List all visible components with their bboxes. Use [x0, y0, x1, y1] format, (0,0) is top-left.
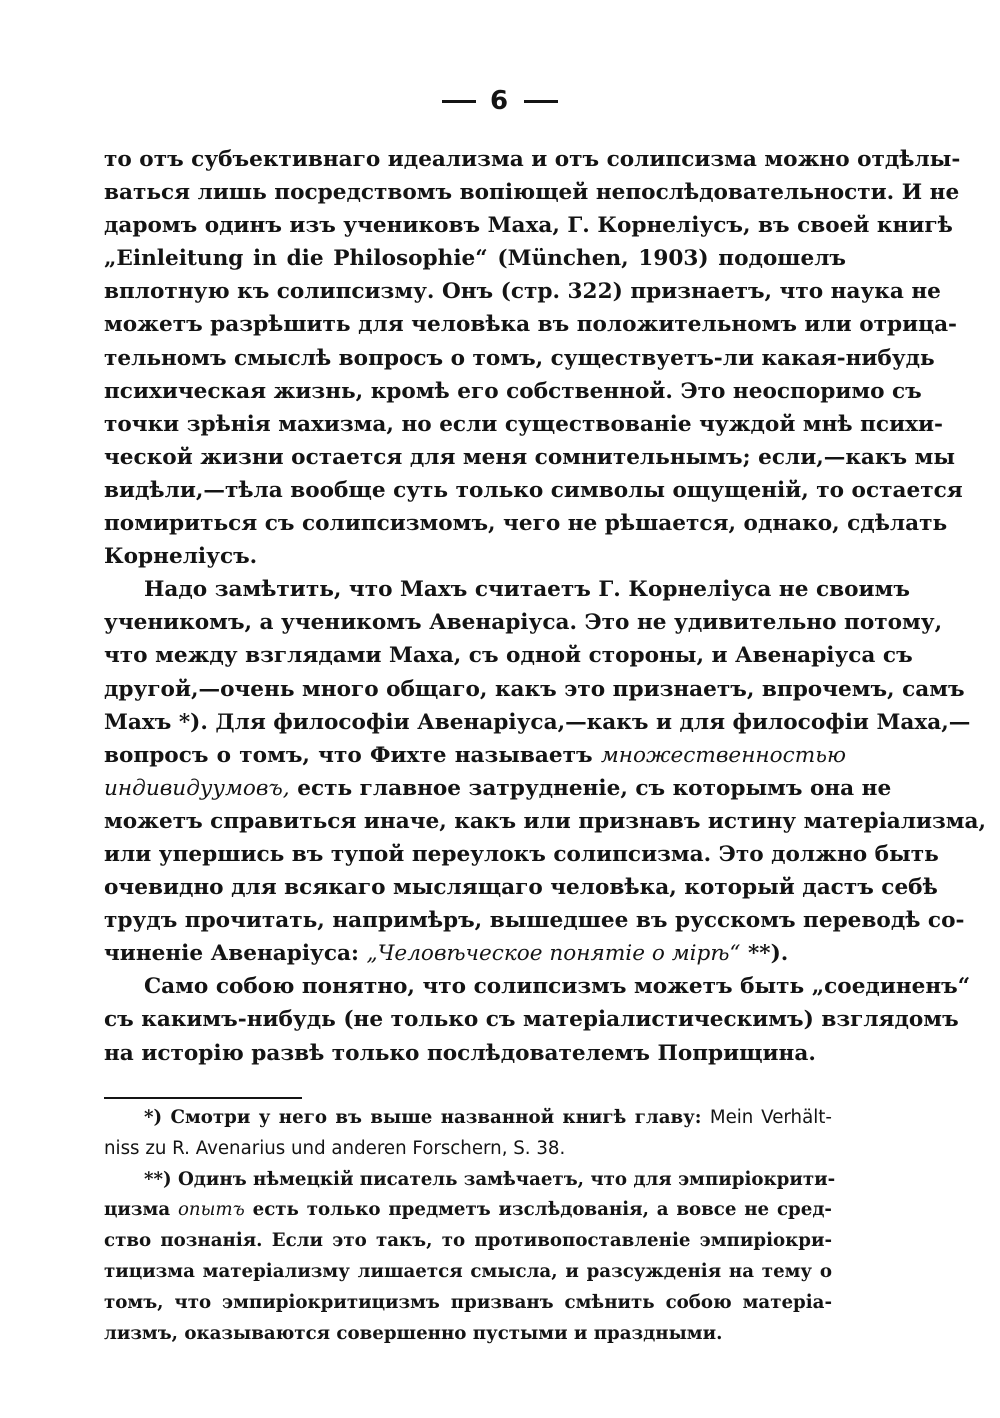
text-line: даромъ одинъ изъ учениковъ Маха, Г. Корнеліусъ, въ своей книгѣ [104, 213, 953, 239]
text-line: точки зрѣнія махизма, но если существованіе чуждой мнѣ психи- [104, 411, 943, 437]
footnote-line: niss zu R. Avenarius und anderen Forschern, S. 38. [104, 1137, 566, 1159]
text-line: Корнеліусъ. [104, 544, 258, 570]
text-line: трудъ прочитать, напримѣръ, вышедшее въ русскомъ переводѣ со- [104, 908, 965, 934]
footnote-divider [104, 1097, 302, 1099]
footnote-line: **) Одинъ нѣмецкій писатель замѣчаетъ, что для эмпиріокрити- [144, 1168, 836, 1190]
footnote-line-mixed [104, 1195, 832, 1226]
italic-term: множественностью [600, 742, 846, 768]
text-line: вплотную къ солипсизму. Онъ (стр. 322) признаетъ, что наука не [104, 279, 941, 305]
text-run: **). [747, 941, 789, 967]
left-dash [442, 100, 476, 103]
text-line: очевидно для всякаго мыслящаго человѣка, который дастъ себѣ [104, 875, 938, 901]
text-line: тельномъ смыслѣ вопросъ о томъ, существуетъ-ли какая-нибудь [104, 345, 935, 371]
text-line: Надо замѣтить, что Махъ считаетъ Г. Корнеліуса не своимъ [144, 577, 910, 603]
footnote-line: лизмъ, оказываются совершенно пустыми и праздными. [104, 1322, 723, 1344]
page-number-header [0, 86, 1000, 116]
text-line-mixed [104, 937, 846, 970]
text-line: видѣли,—тѣла вообще суть только символы ощущеній, то остается [104, 477, 963, 503]
text-run: Mein Verhält- [709, 1107, 832, 1128]
text-line: помириться съ солипсизмомъ, чего не рѣшается, однако, сдѣлать [104, 511, 948, 537]
text-line: на исторію развѣ только послѣдователемъ Поприщина. [104, 1040, 816, 1066]
text-run: чиненіе Авенаріуса: [104, 941, 359, 967]
text-run: цизма [104, 1199, 171, 1221]
text-line: съ какимъ-нибудь (не только съ матеріалистическимъ) взглядомъ [104, 1007, 959, 1033]
text-run: *) Смотри у него въ выше названной книгѣ главу: [144, 1107, 702, 1128]
text-line: или упершись въ тупой переулокъ солипсизма. Это должно быть [104, 841, 939, 867]
right-dash [524, 100, 558, 103]
footnote-line: ство познанія. Если это такъ, то противопоставленіе эмпиріокри- [104, 1230, 832, 1252]
footnote-line: томъ, что эмпиріокритицизмъ призванъ смѣнить собою матеріа- [104, 1291, 832, 1313]
italic-term: индивидуумовъ, [104, 775, 290, 801]
text-line: что между взглядами Маха, съ одной стороны, и Авенаріуса съ [104, 643, 913, 669]
text-line: „Einleitung in die Philosophie“ (München, 1903) подошелъ [104, 246, 846, 272]
text-run: есть только предметъ изслѣдованія, а вовсе не сред- [252, 1199, 832, 1221]
text-line: ческой жизни остается для меня сомнительнымъ; если,—какъ мы [104, 444, 955, 470]
italic-title: „Человѣческое понятіе о мірѣ“ [366, 941, 741, 967]
italic-term: опытъ [177, 1199, 245, 1221]
text-line: Махъ *). Для философіи Авенаріуса,—какъ и для философіи Маха,— [104, 709, 971, 735]
page-number: 6 [489, 86, 511, 116]
text-line-mixed [104, 739, 846, 772]
text-run: вопросъ о томъ, что Фихте называетъ [104, 742, 593, 768]
text-line: можетъ справиться иначе, какъ или признавъ истину матеріализма, [104, 808, 987, 834]
text-line: ученикомъ, а ученикомъ Авенаріуса. Это не удивительно потому, [104, 610, 943, 636]
main-text [104, 143, 987, 1070]
text-line-mixed [104, 772, 892, 805]
text-line: психическая жизнь, кромѣ его собственной. Это неоспоримо съ [104, 378, 922, 404]
text-line: Само собою понятно, что солипсизмъ можетъ быть „соединенъ“ [144, 974, 971, 1000]
text-line: ваться лишь посредствомъ вопіющей непослѣдовательности. И не [104, 180, 960, 206]
footnotes [104, 1103, 836, 1349]
text-run: есть главное затрудненіе, съ которымъ она не [297, 775, 892, 801]
footnote-line [104, 1103, 832, 1134]
text-line: то отъ субъективнаго идеализма и отъ солипсизма можно отдѣлы- [104, 147, 961, 172]
text-line: другой,—очень много общаго, какъ это признаетъ, впрочемъ, самъ [104, 676, 965, 702]
footnote-line: тицизма матеріализму лишается смысла, и разсужденія на тему о [104, 1260, 832, 1282]
text-line: можетъ разрѣшить для человѣка въ положительномъ или отрица- [104, 312, 958, 338]
